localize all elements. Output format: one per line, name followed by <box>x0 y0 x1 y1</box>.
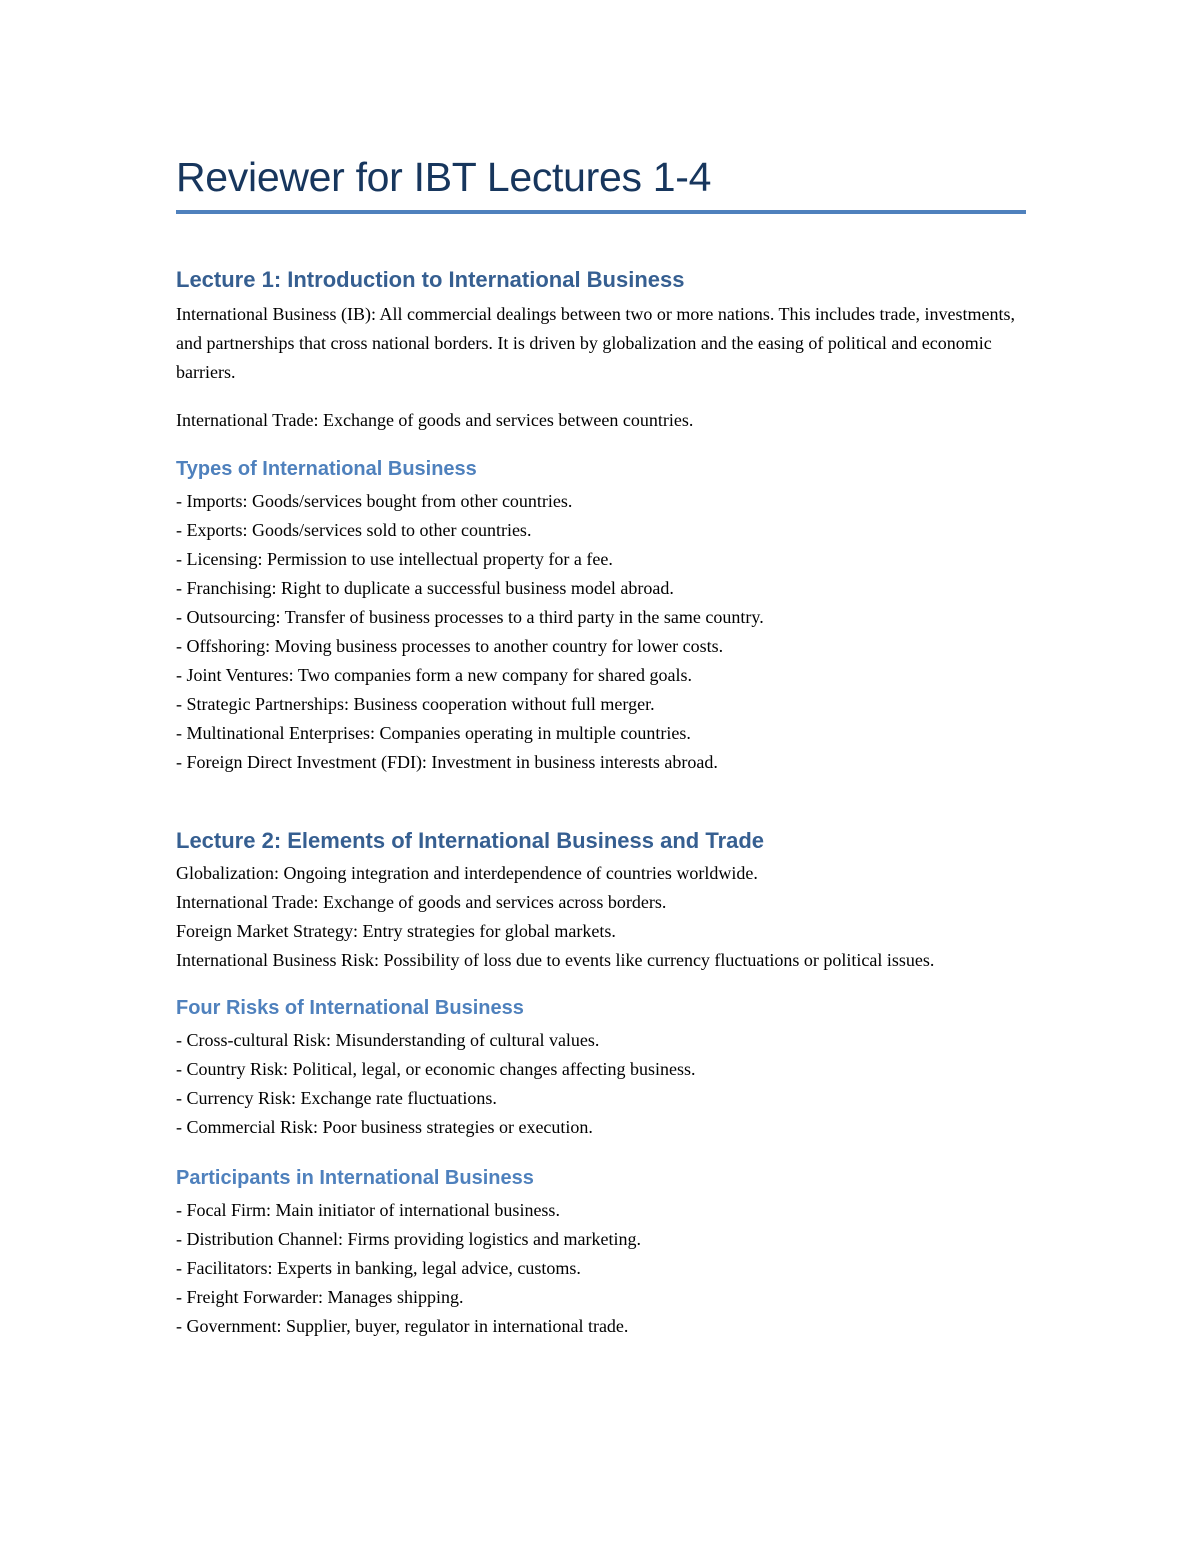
types-list <box>176 487 1026 777</box>
list-item: - Licensing: Permission to use intellectual property for a fee. <box>176 549 613 570</box>
risks-heading: Four Risks of International Business <box>176 997 524 1020</box>
globalization-definition: Globalization: Ongoing integration and interdependence of countries worldwide. <box>176 863 758 884</box>
ib-definition-paragraph: International Business (IB): All commercial dealings between two or more nations. This includes trade, investments, and partnerships that cross national borders. It is driven by globalization and the easing of political and economic barriers. <box>176 304 1015 382</box>
list-item: - Franchising: Right to duplicate a successful business model abroad. <box>176 578 674 599</box>
lecture-2-heading: Lecture 2: Elements of International Business and Trade <box>176 828 765 854</box>
list-item: - Imports: Goods/services bought from other countries. <box>176 491 573 512</box>
list-item: - Cross-cultural Risk: Misunderstanding of cultural values. <box>176 1030 600 1051</box>
list-item: - Strategic Partnerships: Business cooperation without full merger. <box>176 694 655 715</box>
international-trade-definition: International Trade: Exchange of goods and services across borders. <box>176 891 667 912</box>
list-item: - Government: Supplier, buyer, regulator in international trade. <box>176 1316 629 1337</box>
list-item: - Offshoring: Moving business processes to another country for lower costs. <box>176 636 724 657</box>
participants-heading: Participants in International Business <box>176 1167 534 1190</box>
list-item: - Currency Risk: Exchange rate fluctuations. <box>176 1088 497 1109</box>
lecture-2-definitions <box>176 859 1026 974</box>
lecture-1-heading: Lecture 1: Introduction to International Business <box>176 267 685 292</box>
list-item: - Country Risk: Political, legal, or economic changes affecting business. <box>176 1059 696 1080</box>
risks-list <box>176 1026 1026 1142</box>
types-heading: Types of International Business <box>176 458 477 481</box>
list-item: - Exports: Goods/services sold to other countries. <box>176 520 532 541</box>
title-underline <box>176 210 1026 214</box>
list-item: - Freight Forwarder: Manages shipping. <box>176 1287 464 1308</box>
international-trade-paragraph: International Trade: Exchange of goods and services between countries. <box>176 410 694 431</box>
foreign-market-strategy-definition: Foreign Market Strategy: Entry strategies for global markets. <box>176 920 616 941</box>
list-item: - Foreign Direct Investment (FDI): Investment in business interests abroad. <box>176 752 718 773</box>
list-item: - Commercial Risk: Poor business strategies or execution. <box>176 1117 593 1138</box>
document-page <box>176 150 1026 1341</box>
participants-list <box>176 1196 1026 1341</box>
list-item: - Joint Ventures: Two companies form a new company for shared goals. <box>176 665 692 686</box>
list-item: - Multinational Enterprises: Companies operating in multiple countries. <box>176 723 691 744</box>
list-item: - Facilitators: Experts in banking, legal advice, customs. <box>176 1258 581 1279</box>
business-risk-definition: International Business Risk: Possibility of loss due to events like currency fluctuations or political issues. <box>176 949 935 970</box>
list-item: - Distribution Channel: Firms providing logistics and marketing. <box>176 1229 641 1250</box>
list-item: - Focal Firm: Main initiator of international business. <box>176 1200 560 1221</box>
document-title: Reviewer for IBT Lectures 1-4 <box>176 154 712 200</box>
list-item: - Outsourcing: Transfer of business processes to a third party in the same country. <box>176 607 764 628</box>
